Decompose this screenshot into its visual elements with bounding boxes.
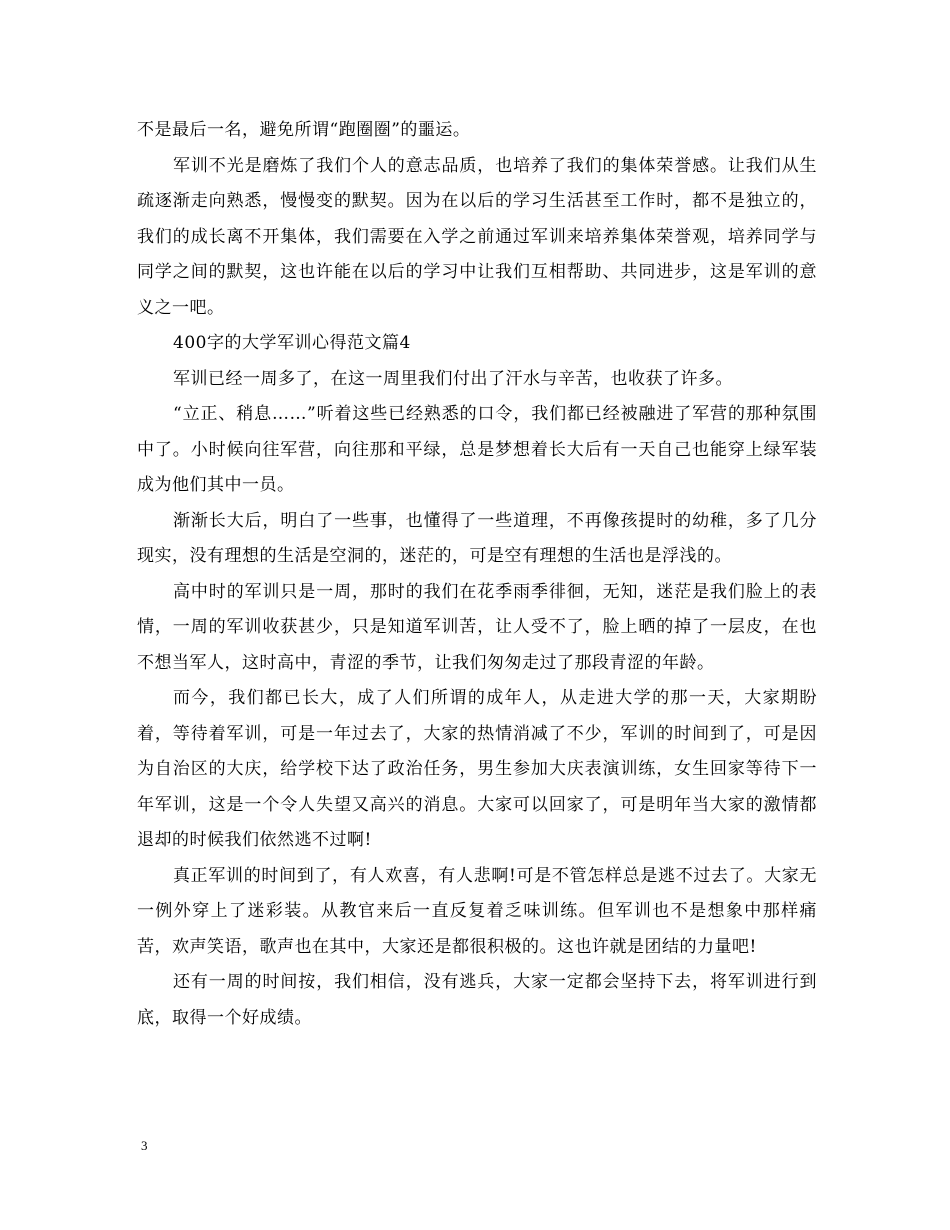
section-heading: 400字的大学军训心得范文篇4 bbox=[173, 333, 411, 353]
page-number: 3 bbox=[141, 1138, 148, 1153]
paragraph: 还有一周的时间按，我们相信，没有逃兵，大家一定都会坚持下去，将军训进行到底，取得一个好成绩。 bbox=[137, 972, 817, 1028]
paragraph: 渐渐长大后，明白了一些事，也懂得了一些道理，不再像孩提时的幼稚，多了几分现实，没有理想的生活是空洞的，迷茫的，可是空有理想的生活也是浮浅的。 bbox=[137, 510, 817, 566]
paragraph: “立正、稍息……”听着这些已经熟悉的口令，我们都已经被融进了军营的那种氛围中了。小时候向往军营，向往那和平绿，总是梦想着长大后有一天自己也能穿上绿军装成为他们其中一员。 bbox=[137, 404, 817, 495]
document-body bbox=[137, 113, 817, 1036]
paragraph: 军训已经一周多了，在这一周里我们付出了汗水与辛苦，也收获了许多。 bbox=[173, 368, 733, 389]
paragraph: 高中时的军训只是一周，那时的我们在花季雨季徘徊，无知，迷茫是我们脸上的表情，一周的军训收获甚少，只是知道军训苦，让人受不了，脸上晒的掉了一层皮，在也不想当军人，这时高中，青涩的季节，让我们匆匆走过了那段青涩的年龄。 bbox=[137, 581, 817, 673]
paragraph: 真正军训的时间到了，有人欢喜，有人悲啊!可是不管怎样总是逃不过去了。大家无一例外穿上了迷彩装。从教官来后一直反复着乏味训练。但军训也不是想象中那样痛苦，欢声笑语，歌声也在其中，大家还是都很积极的。这也许就是团结的力量吧! bbox=[137, 865, 817, 957]
paragraph: 军训不光是磨炼了我们个人的意志品质，也培养了我们的集体荣誉感。让我们从生疏逐渐走向熟悉，慢慢变的默契。因为在以后的学习生活甚至工作时，都不是独立的，我们的成长离不开集体，我们需要在入学之前通过军训来培养集体荣誉观，培养同学与同学之间的默契，这也许能在以后的学习中让我们互相帮助、共同进步，这是军训的意义之一吧。 bbox=[137, 155, 817, 318]
paragraph: 而今，我们都已长大，成了人们所谓的成年人，从走进大学的那一天，大家期盼着，等待着军训，可是一年过去了，大家的热情消减了不少，军训的时间到了，可是因为自治区的大庆，给学校下达了政治任务，男生参加大庆表演训练，女生回家等待下一年军训，这是一个令人失望又高兴的消息。大家可以回家了，可是明年当大家的激情都退却的时候我们依然逃不过啊! bbox=[137, 688, 817, 850]
paragraph: 不是最后一名，避免所谓“跑圈圈”的噩运。 bbox=[137, 120, 471, 140]
